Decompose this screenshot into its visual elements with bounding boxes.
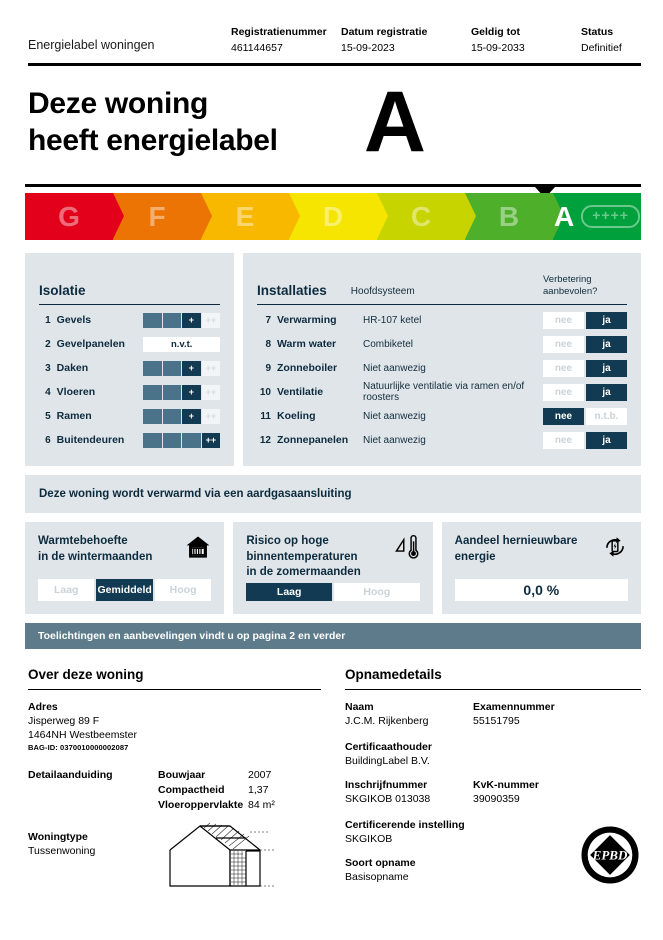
label-segment-letter: D <box>322 200 344 232</box>
row-label: Gevels <box>56 314 92 326</box>
installaties-panel-header <box>257 266 627 298</box>
page-title <box>28 86 364 159</box>
examennummer-label: Examennummer <box>473 701 555 713</box>
certificaathouder-label: Certificaathouder <box>345 741 432 753</box>
row-label: Verwarming <box>277 314 337 326</box>
rating-cell-active: + <box>182 313 201 328</box>
detail-value: 1,37 <box>248 784 269 796</box>
indicator-boxes <box>25 522 641 614</box>
label-segment-notch-icon <box>377 193 388 239</box>
isolatie-rating-strip <box>143 385 220 400</box>
header-field-value: 461144657 <box>231 42 283 54</box>
row-label: Ramen <box>56 410 92 422</box>
section-title: Over deze woning <box>28 667 144 682</box>
detail-value: 2007 <box>248 769 272 781</box>
rating-cell <box>182 433 201 448</box>
rating-cell <box>143 433 162 448</box>
header-field-value: 15-09-2023 <box>341 42 395 54</box>
kvk-value: 39090359 <box>473 793 520 805</box>
header-field-group <box>231 26 641 54</box>
kvk-col <box>473 779 539 807</box>
rating-cell <box>143 385 162 400</box>
detail-row-vloeroppervlakte <box>158 799 321 811</box>
toelichtingen-strip: Toelichtingen en aanbevelingen vindt u op pagina 2 en verder <box>25 623 641 649</box>
verbetering-toggle[interactable] <box>543 336 627 353</box>
rating-cell <box>163 409 182 424</box>
toggle-option-nee[interactable]: nee <box>543 408 584 425</box>
adres-line1: Jisperweg 89 F <box>28 715 100 727</box>
header-field-label: Datum registratie <box>341 26 428 38</box>
box-title-line2: energie <box>454 550 496 563</box>
label-segment-a <box>553 193 641 240</box>
label-segment-notch-icon <box>201 193 212 239</box>
risico-segments[interactable] <box>246 583 419 601</box>
toggle-option-ja[interactable]: ja <box>586 384 627 401</box>
row-label: Daken <box>56 362 89 374</box>
isolatie-divider <box>39 304 220 305</box>
installaties-subheader-hoofdsysteem: Hoofdsysteem <box>350 286 415 297</box>
bag-id: BAG-ID: 0370010000002087 <box>28 743 129 752</box>
detail-row-compactheid <box>158 784 321 796</box>
toggle-option-nee[interactable]: nee <box>543 336 584 353</box>
toggle-option-ja[interactable]: ja <box>586 432 627 449</box>
label-plus-badge: ++++ <box>581 205 640 227</box>
examennummer-value: 55151795 <box>473 715 520 727</box>
rating-cell-active: ++ <box>202 433 220 448</box>
row-system-value: Niet aanwezig <box>363 434 426 446</box>
inschrijfnummer-label: Inschrijfnummer <box>345 779 428 791</box>
segment-laag[interactable]: Laag <box>246 583 332 601</box>
woning-details-table <box>158 769 321 814</box>
page-title-line2: heeft energielabel <box>28 124 278 157</box>
ratings-panels <box>25 253 641 466</box>
certificaathouder-group <box>345 741 641 767</box>
document-type-title: Energielabel woningen <box>28 38 155 52</box>
aardgas-banner: Deze woning wordt verwarmd via een aardgasaansluiting <box>25 475 641 513</box>
row-label: Zonneboiler <box>277 362 338 374</box>
installaties-row-verwarming <box>257 308 627 332</box>
epbd-logo <box>579 824 641 886</box>
header-field-registratienummer <box>231 26 341 54</box>
label-segment-letter: E <box>235 200 255 232</box>
section-title: Opnamedetails <box>345 667 442 682</box>
label-segment-c <box>377 193 465 240</box>
kvk-label: KvK-nummer <box>473 779 539 791</box>
label-segment-d <box>289 193 377 240</box>
row-system-value: Combiketel <box>363 338 414 350</box>
header-field-label: Registratienummer <box>231 26 327 38</box>
detailaanduiding-label: Detailaanduiding <box>28 769 113 781</box>
energy-label-scale <box>25 184 641 240</box>
isolatie-rating-strip <box>143 313 220 328</box>
label-segment-notch-icon <box>289 193 300 239</box>
rating-cell-empty: ++ <box>202 409 220 424</box>
toggle-option-nee[interactable]: nee <box>543 360 584 377</box>
label-segment-letter: B <box>498 200 520 232</box>
header-field-status <box>581 26 641 54</box>
header-field-geldig-tot <box>471 26 581 54</box>
page-title-line1: Deze woning <box>28 87 209 121</box>
label-segment-b <box>465 193 553 240</box>
hernieuwbare-energie-box <box>442 522 641 614</box>
rating-cell <box>163 433 182 448</box>
label-scale-segments <box>25 193 641 240</box>
installaties-row-koeling <box>257 404 627 428</box>
toggle-option-ja[interactable]: ja <box>586 336 627 353</box>
naam-value: J.C.M. Rijkenberg <box>345 715 429 727</box>
tussenwoning-illustration-icon <box>164 820 294 896</box>
isolatie-row-gevels <box>39 308 220 332</box>
adres-label: Adres <box>28 701 58 713</box>
installaties-panel <box>243 253 641 466</box>
woningtype-label: Woningtype <box>28 831 88 843</box>
house-radiator-icon <box>185 534 211 560</box>
box-title <box>38 534 185 565</box>
box-header <box>38 534 211 577</box>
installaties-row-ventilatie <box>257 380 627 404</box>
row-number: 8 <box>265 338 271 350</box>
row-number: 11 <box>260 410 271 422</box>
row-label: Gevelpanelen <box>56 338 125 350</box>
installaties-panel-title: Installaties <box>257 283 327 298</box>
rating-cell-empty: ++ <box>202 385 220 400</box>
segment-laag[interactable]: Laag <box>38 579 94 601</box>
certificerende-instelling-label: Certificerende instelling <box>345 819 465 831</box>
over-deze-woning-section <box>28 667 335 896</box>
inschrijfnummer-group <box>345 779 641 807</box>
row-label: Zonnepanelen <box>277 434 349 446</box>
box-title-line1: Warmtebehoefte <box>38 535 128 547</box>
toggle-option-nee[interactable]: nee <box>543 432 584 449</box>
row-label: Vloeren <box>56 386 96 398</box>
detail-key: Compactheid <box>158 784 225 796</box>
toggle-option-ja[interactable]: ja <box>586 360 627 377</box>
row-number: 12 <box>259 434 271 446</box>
detail-value: 84 m² <box>248 799 275 811</box>
segment-gemiddeld[interactable]: Gemiddeld <box>96 579 152 601</box>
energy-label-letter-large: A <box>363 74 423 171</box>
soort-opname-label: Soort opname <box>345 857 416 869</box>
row-label: Warm water <box>277 338 337 350</box>
rating-cell <box>143 361 162 376</box>
rating-cell <box>163 361 182 376</box>
row-number: 2 <box>45 338 51 350</box>
toggle-option-ja[interactable]: ja <box>586 312 627 329</box>
thermometer-sun-icon <box>394 534 420 560</box>
rating-cell-empty: ++ <box>202 313 220 328</box>
installaties-divider <box>257 304 627 305</box>
label-segment-e <box>201 193 289 240</box>
rating-cell <box>143 313 162 328</box>
isolatie-rating-nvt: n.v.t. <box>143 337 220 352</box>
woningtype-row <box>28 814 321 896</box>
adres-line2: 1464NH Westbeemster <box>28 729 137 741</box>
verbetering-toggle[interactable] <box>543 408 627 425</box>
row-label: Koeling <box>277 410 316 422</box>
box-title-line2: in de wintermaanden <box>38 550 153 563</box>
row-number: 6 <box>45 434 51 446</box>
label-segment-f <box>113 193 201 240</box>
row-system-value: Niet aanwezig <box>363 410 426 422</box>
segment-hoog[interactable]: Hoog <box>334 583 420 601</box>
warmtebehoefte-segments[interactable] <box>38 579 211 601</box>
svg-text:EPBD: EPBD <box>592 847 628 863</box>
isolatie-rating-strip <box>143 361 220 376</box>
isolatie-row-ramen <box>39 404 220 428</box>
label-segment-letter: A <box>554 200 575 232</box>
label-segment-letter: G <box>58 200 80 232</box>
document-header <box>0 0 663 54</box>
energy-label-title-block <box>0 66 663 171</box>
installaties-row-zonneboiler <box>257 356 627 380</box>
woningtype-text-col <box>28 814 158 859</box>
toggle-option-nee[interactable]: nee <box>543 312 584 329</box>
naam-col <box>345 701 473 729</box>
header-field-datum-registratie <box>341 26 471 54</box>
bottom-details <box>28 667 641 896</box>
row-system-value: Niet aanwezig <box>363 362 426 374</box>
box-title-line3: in de zomermaanden <box>246 566 361 579</box>
woningtype-value: Tussenwoning <box>28 845 96 857</box>
rating-cell <box>163 385 182 400</box>
examennummer-col <box>473 701 555 729</box>
header-field-label: Status <box>581 26 614 38</box>
certificerende-instelling-value: SKGIKOB <box>345 833 393 845</box>
box-header <box>246 534 419 581</box>
row-number: 7 <box>265 314 271 326</box>
detail-row-bouwjaar <box>158 769 321 781</box>
row-label: Ventilatie <box>277 386 324 398</box>
header-field-value: Definitief <box>581 42 622 54</box>
row-number: 4 <box>45 386 51 398</box>
section-divider <box>345 689 641 690</box>
rating-cell-active: + <box>182 361 201 376</box>
section-divider <box>28 689 321 690</box>
toggle-option-ntb[interactable]: n.t.b. <box>586 408 627 425</box>
isolatie-row-gevelpanelen <box>39 332 220 356</box>
isolatie-row-buitendeuren <box>39 428 220 452</box>
box-title-line2: binnentemperaturen <box>246 550 358 563</box>
rating-cell-active: + <box>182 385 201 400</box>
header-field-label: Geldig tot <box>471 26 520 38</box>
isolatie-panel <box>25 253 234 466</box>
rating-cell <box>143 409 162 424</box>
isolatie-panel-header <box>39 266 220 298</box>
row-system-value: HR-107 ketel <box>363 314 422 326</box>
label-segment-notch-icon <box>465 193 476 239</box>
naam-label: Naam <box>345 701 374 713</box>
label-segment-letter: C <box>410 200 432 232</box>
installaties-row-zonnepanelen <box>257 428 627 452</box>
certificaathouder-value: BuildingLabel B.V. <box>345 755 430 767</box>
rating-cell <box>163 313 182 328</box>
toggle-option-nee[interactable]: nee <box>543 384 584 401</box>
rating-cell-empty: ++ <box>202 361 220 376</box>
box-title <box>455 534 602 565</box>
row-number: 9 <box>265 362 271 374</box>
adres-group <box>28 701 321 752</box>
soort-opname-value: Basisopname <box>345 871 409 883</box>
installaties-subheader-verbetering <box>543 274 627 298</box>
installaties-row-warm-water <box>257 332 627 356</box>
row-number: 3 <box>45 362 51 374</box>
warmtebehoefte-box <box>25 522 224 614</box>
verbetering-toggle[interactable] <box>543 384 627 401</box>
isolatie-row-daken <box>39 356 220 380</box>
verbetering-toggle[interactable] <box>543 312 627 329</box>
row-number: 10 <box>259 386 271 398</box>
row-label: Buitendeuren <box>56 434 125 446</box>
label-scale-top-rule <box>25 184 641 187</box>
verbetering-line1: Verbetering <box>543 274 592 286</box>
box-title-line1: Aandeel hernieuwbare <box>454 535 578 547</box>
opnamedetails-section <box>335 667 641 896</box>
label-segment-letter: F <box>148 200 166 232</box>
rating-cell-active: + <box>182 409 201 424</box>
detail-key: Vloeroppervlakte <box>158 799 244 811</box>
naam-group <box>345 701 641 729</box>
box-title <box>246 534 393 581</box>
label-segment-notch-icon <box>113 193 124 239</box>
box-title-line1: Risico op hoge <box>246 535 329 547</box>
inschrijfnummer-value: SKGIKOB 013038 <box>345 793 431 805</box>
label-segment-g <box>25 193 113 240</box>
isolatie-rating-strip <box>143 433 220 448</box>
box-header <box>455 534 628 577</box>
row-number: 1 <box>45 314 51 326</box>
risico-binnentemperatuur-box <box>233 522 432 614</box>
detailaanduiding-row <box>28 769 321 814</box>
verbetering-line2: aanbevolen? <box>543 286 598 298</box>
verbetering-toggle[interactable] <box>543 432 627 449</box>
segment-hoog[interactable]: Hoog <box>155 579 211 601</box>
inschrijfnummer-col <box>345 779 473 807</box>
detail-key: Bouwjaar <box>158 769 206 781</box>
hernieuwbare-energie-value: 0,0 % <box>455 579 628 601</box>
verbetering-toggle[interactable] <box>543 360 627 377</box>
row-system-value: Natuurlijke ventilatie via ramen en/of roosters <box>363 381 525 403</box>
isolatie-panel-title: Isolatie <box>39 283 86 298</box>
header-field-value: 15-09-2033 <box>471 42 525 54</box>
row-number: 5 <box>45 410 51 422</box>
renewable-battery-icon <box>602 534 628 560</box>
isolatie-rating-strip <box>143 409 220 424</box>
detailaanduiding-label-col <box>28 769 158 814</box>
isolatie-row-vloeren <box>39 380 220 404</box>
